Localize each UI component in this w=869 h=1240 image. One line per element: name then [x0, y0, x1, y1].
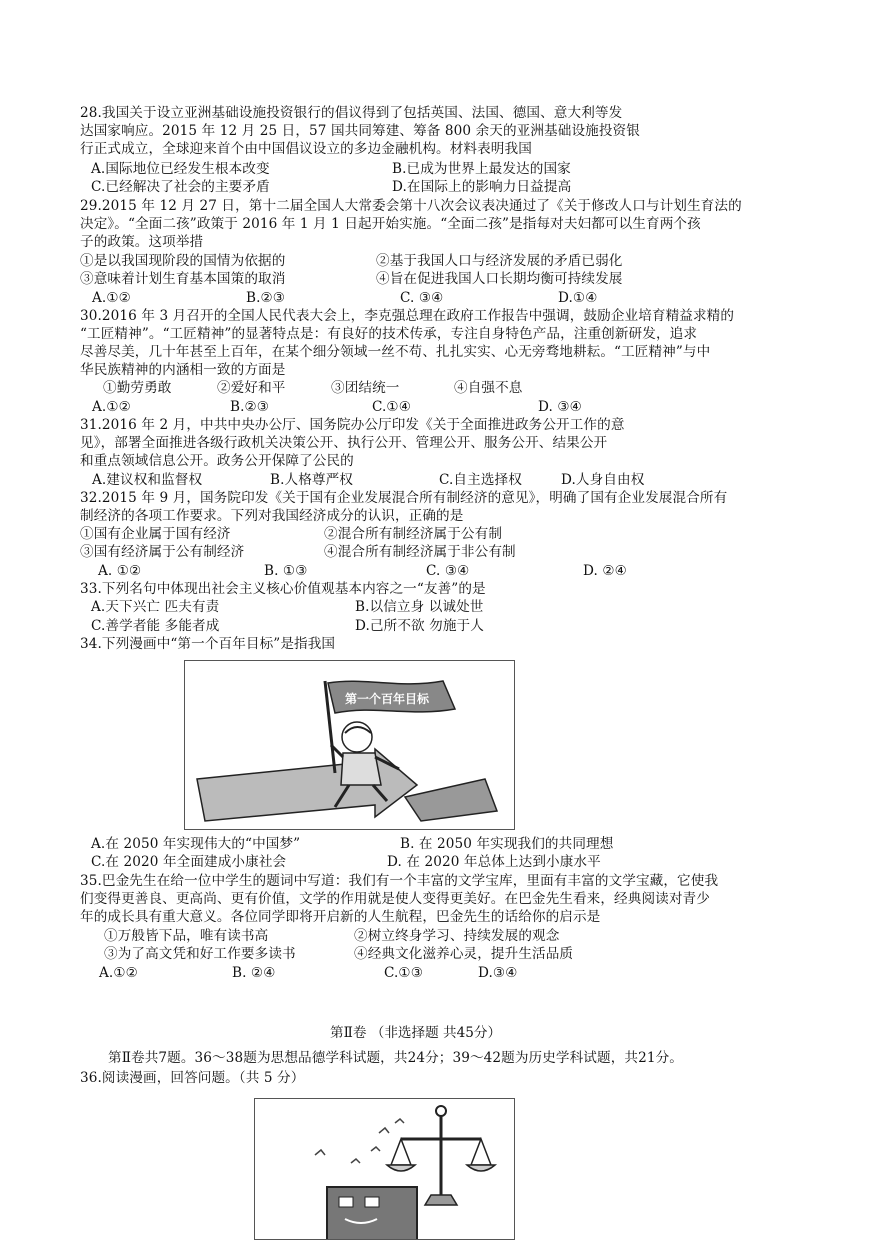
q33-option-c: C.善学者能 多能者成 [91, 618, 220, 634]
q30-statement-1: ①勤劳勇敢 [103, 380, 172, 396]
q35-option-c: C.①③ [384, 965, 424, 981]
q32-statement-3: ③国有经济属于公有制经济 [80, 544, 245, 560]
cartoon-first-centenary-goal [184, 660, 515, 830]
q31-line-2: 见》，部署全面推进各级行政机关决策公开、执行公开、管理公开、服务公开、结果公开 [80, 435, 608, 451]
q35-statement-4: ④经典文化滋养心灵，提升生活品质 [354, 946, 574, 962]
q30-statement-3: ③团结统一 [331, 380, 400, 396]
q33-line-1: 33.下列名句中体现出社会主义核心价值观基本内容之一“友善”的是 [80, 581, 486, 597]
q35-statement-2: ②树立终身学习、持续发展的观念 [354, 928, 560, 944]
q30-line-4: 华民族精神的内涵相一致的方面是 [80, 362, 286, 378]
cartoon-q36 [254, 1098, 515, 1240]
q30-option-b: B.②③ [230, 399, 270, 415]
section-2-intro: 第Ⅱ卷共7题。36～38题为思想品德学科试题，共24分；39～42题为历史学科试题，共21分。 [108, 1050, 683, 1066]
q28-option-b: B.已成为世界上最发达的国家 [392, 161, 571, 177]
q34-option-b: B. 在 2050 年实现我们的共同理想 [400, 836, 614, 852]
q35-line-2: 们变得更善良、更高尚、更有价值，文学的作用就是使人变得更美好。在巴金先生看来，经典阅读对青少 [80, 891, 710, 907]
q28-line-1: 28.我国关于设立亚洲基础设施投资银行的倡议得到了包括英国、法国、德国、意大利等发 [80, 105, 623, 121]
q36-prompt: 36.阅读漫画，回答问题。（共 5 分） [80, 1070, 305, 1086]
q32-line-2: 制经济的各项工作要求。下列对我国经济成分的认识，正确的是 [80, 508, 464, 524]
q30-option-a: A.①② [92, 399, 131, 415]
q29-line-3: 子的政策。这项举措 [80, 234, 204, 250]
q29-option-b: B.②③ [246, 290, 286, 306]
q35-statement-3: ③为了高文凭和好工作要多读书 [104, 946, 296, 962]
q29-statement-2: ②基于我国人口与经济发展的矛盾已弱化 [376, 253, 623, 269]
q32-option-a: A. ①② [98, 563, 142, 579]
q28-option-c: C.已经解决了社会的主要矛盾 [91, 179, 270, 195]
q29-statement-3: ③意味着计划生育基本国策的取消 [80, 271, 286, 287]
q32-line-1: 32.2015 年 9 月，国务院印发《关于国有企业发展混合所有制经济的意见》，明确了国有企业发展混合所有 [80, 490, 728, 506]
q35-statement-1: ①万般皆下品，唯有读书高 [104, 928, 269, 944]
q32-statement-2: ②混合所有制经济属于公有制 [324, 526, 503, 542]
q28-line-2: 达国家响应。2015 年 12 月 25 日，57 国共同筹建、筹备 800 余天的亚洲基础设施投资银 [80, 123, 640, 139]
q35-option-d: D.③④ [478, 965, 518, 981]
q32-statement-1: ①国有企业属于国有经济 [80, 526, 231, 542]
q35-line-1: 35.巴金先生在给一位中学生的题词中写道：我们有一个丰富的文学宝库，里面有丰富的文学宝藏，它使我 [80, 873, 719, 889]
q29-statement-1: ①是以我国现阶段的国情为依据的 [80, 253, 286, 269]
q35-line-3: 年的成长具有重大意义。各位同学即将开启新的人生航程，巴金先生的话给你的启示是 [80, 909, 601, 925]
banner-text: 第一个百年目标 [345, 692, 430, 706]
q30-line-3: 尽善尽美，几十年甚至上百年，在某个细分领域一丝不苟、扎扎实实、心无旁骛地耕耘。“工匠精神”与中 [80, 344, 711, 360]
q31-option-b: B.人格尊严权 [270, 472, 353, 488]
q34-option-a: A.在 2050 年实现伟大的“中国梦” [91, 836, 301, 852]
q33-option-a: A.天下兴亡 匹夫有责 [91, 599, 220, 615]
q34-option-c: C.在 2020 年全面建成小康社会 [91, 854, 287, 870]
q32-option-d: D. ②④ [583, 563, 627, 579]
q28-line-3: 行正式成立，全球迎来首个由中国倡议设立的多边金融机构。材料表明我国 [80, 141, 532, 157]
q28-option-d: D.在国际上的影响力日益提高 [392, 179, 572, 195]
q29-line-1: 29.2015 年 12 月 27 日，第十二届全国人大常委会第十八次会议表决通过了《关于修改人口与计划生育法的 [80, 198, 742, 214]
q30-line-1: 30.2016 年 3 月召开的全国人民代表大会上，李克强总理在政府工作报告中强调，鼓励企业培育精益求精的 [80, 308, 735, 324]
q31-option-a: A.建议权和监督权 [92, 472, 203, 488]
q32-option-b: B. ①③ [264, 563, 308, 579]
q32-statement-4: ④混合所有制经济属于非公有制 [324, 544, 516, 560]
q31-option-d: D.人身自由权 [561, 472, 645, 488]
q28-option-a: A.国际地位已经发生根本改变 [91, 161, 270, 177]
q35-option-b: B. ②④ [232, 965, 276, 981]
q30-statement-2: ②爱好和平 [217, 380, 286, 396]
q34-option-d: D. 在 2020 年总体上达到小康水平 [387, 854, 601, 870]
q35-option-a: A.①② [99, 965, 138, 981]
q31-line-1: 31.2016 年 2 月，中共中央办公厅、国务院办公厅印发《关于全面推进政务公开工作的意 [80, 417, 625, 433]
q29-statement-4: ④旨在促进我国人口长期均衡可持续发展 [376, 271, 623, 287]
q33-option-d: D.己所不欲 勿施于人 [355, 618, 484, 634]
q30-option-d: D. ③④ [538, 399, 582, 415]
cartoon-q36-illustration [255, 1099, 514, 1239]
cartoon-illustration [185, 661, 514, 829]
q29-option-d: D.①④ [558, 290, 598, 306]
q29-option-c: C. ③④ [400, 290, 444, 306]
q34-line-1: 34.下列漫画中“第一个百年目标”是指我国 [80, 636, 336, 652]
q31-option-c: C.自主选择权 [439, 472, 522, 488]
q33-option-b: B.以信立身 以诚处世 [355, 599, 484, 615]
q30-statement-4: ④自强不息 [454, 380, 523, 396]
section-2-title: 第Ⅱ卷 （非选择题 共45分） [330, 1025, 502, 1041]
q31-line-3: 和重点领域信息公开。政务公开保障了公民的 [80, 453, 354, 469]
q29-line-2: 决定》。“全面二孩”政策于 2016 年 1 月 1 日起开始实施。“全面二孩”是指每对夫妇都可以生育两个孩 [80, 216, 701, 232]
q29-option-a: A.①② [92, 290, 131, 306]
q30-line-2: “工匠精神”。“工匠精神”的显著特点是：有良好的技术传承，专注自身特色产品，注重创新研发，追求 [80, 326, 698, 342]
q32-option-c: C. ③④ [426, 563, 470, 579]
q30-option-c: C.①④ [372, 399, 412, 415]
